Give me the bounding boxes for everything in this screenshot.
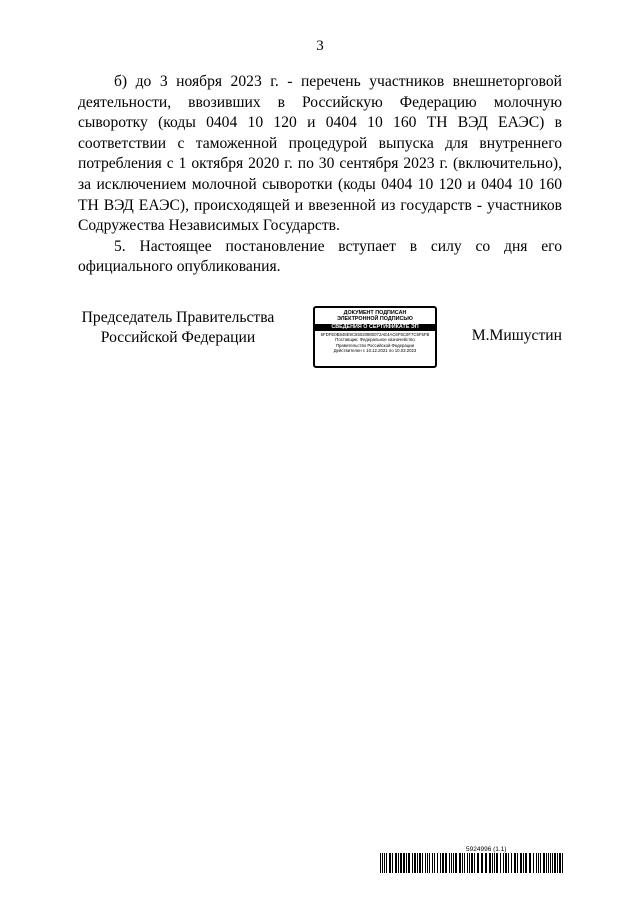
document-body [78, 72, 562, 278]
stamp-line2: ЭЛЕКТРОННОЙ ПОДПИСЬЮ [337, 316, 413, 323]
stamp-validity: Действителен с 10.12.2021 по 10.03.2023 [333, 348, 417, 354]
stamp-header: СВЕДЕНИЯ О СЕРТИФИКАТЕ ЭП [315, 324, 435, 331]
paragraph-b: б) до 3 ноября 2023 г. - перечень участников внешнеторговой деятельности, ввозивших в Российскую Федерацию молочную сыворотку (коды 0404 10 120 и 0404 10 160 ТН ВЭД ЕАЭС) в соответствии с таможенной процедурой выпуска для внутреннего потребления с 1 октября 2020 г. по 30 сентября 2023 г. (включительно), за исключением молочной сыворотки (коды 0404 10 120 и 0404 10 160 ТН ВЭД ЕАЭС), происходящей и ввезенной из государств - участников Содружества Независимых Государств. [78, 73, 562, 235]
stamp-line1: ДОКУМЕНТ ПОДПИСАН [343, 310, 407, 316]
signer-position-line2: Российской Федерации [100, 329, 256, 346]
signer-position-line1: Председатель Правительства [81, 309, 275, 326]
electronic-signature-stamp [313, 306, 437, 368]
barcode-label: 5924996 (1.1) [466, 846, 507, 853]
barcode-icon [380, 853, 564, 873]
stamp-serial: 5FDFE0B848E9C55020880072AE4AC6F5C0F7C5F5FB [320, 331, 430, 337]
paragraph-5: 5. Настоящее постановление вступает в силу со дня его официального опубликования. [78, 237, 562, 276]
signer-position [78, 308, 278, 348]
signer-name: М.Мишустин [471, 327, 562, 344]
stamp-issuer: Поставщик: Федеральное казначейство [335, 337, 415, 343]
stamp-owner: Правительство Российской Федерации [335, 342, 415, 348]
page-number: 3 [316, 38, 324, 54]
